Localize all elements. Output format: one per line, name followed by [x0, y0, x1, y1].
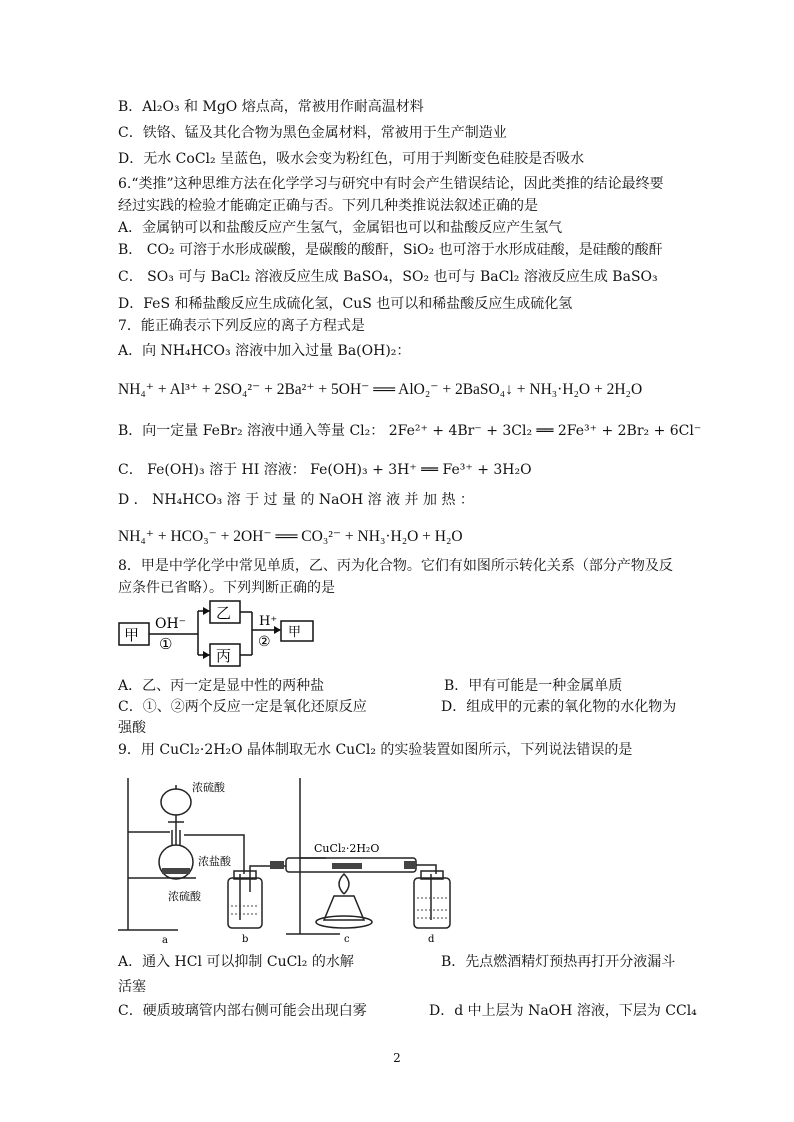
- q7-option-a: A．向 NH₄HCO₃ 溶液中加入过量 Ba(OH)₂：: [118, 343, 411, 359]
- q6-stem-line2: 经过实践的检验才能确定正确与否。下列几种类推说法叙述正确的是: [118, 198, 538, 214]
- q5-option-d: D．无水 CoCl₂ 呈蓝色，吸水会变为粉红色，可用于判断变色硅胶是否吸水: [118, 151, 585, 167]
- q6-stem-line1: 6.“类推”这种思维方法在化学学习与研究中有时会产生错误结论，因此类推的结论最终要: [118, 176, 664, 192]
- oh-label: OH⁻: [155, 616, 187, 632]
- yi-label: 乙: [216, 604, 232, 622]
- q6-option-d: D．FeS 和稀盐酸反应生成硫化氢，CuS 也可以和稀盐酸反应生成硫化氢: [118, 296, 573, 312]
- label-d: d: [428, 934, 435, 945]
- q9-option-a: A．通入 HCl 可以抑制 CuCl₂ 的水解: [118, 954, 354, 970]
- bing-label: 丙: [216, 647, 232, 665]
- h-label: H⁺: [259, 614, 278, 629]
- q8-option-d-cont: 强酸: [118, 720, 146, 736]
- q6-option-c: C． SO₃ 可与 BaCl₂ 溶液反应生成 BaSO₄，SO₂ 也可与 BaCl₂ 溶液反应生成 BaSO₃: [118, 269, 658, 285]
- q8-option-b: B．甲有可能是一种金属单质: [444, 678, 623, 694]
- step1-label: ①: [159, 635, 173, 653]
- q7-equation-d: NH₄⁺ + HCO₃⁻ + 2OH⁻ ══ CO₃²⁻ + NH₃·H₂O + H₂O: [118, 528, 463, 545]
- q7-option-c: C． Fe(OH)₃ 溶于 HI 溶液： Fe(OH)₃ + 3H⁺ ══ Fe³⁺ + 3H₂O: [118, 462, 532, 478]
- label-conc-hcl: 浓盐酸: [198, 855, 231, 868]
- q9-apparatus-diagram: [118, 770, 462, 946]
- q9-option-c: C．硬质玻璃管内部右侧可能会出现白雾: [118, 1003, 367, 1019]
- q8-option-a: A．乙、丙一定是显中性的两种盐: [118, 678, 325, 694]
- q7-option-d: D ． NH₄HCO₃ 溶 于 过 量 的 NaOH 溶 液 并 加 热 ：: [118, 492, 474, 508]
- q6-option-b: B． CO₂ 可溶于水形成碳酸，是碳酸的酸酐，SiO₂ 也可溶于水形成硅酸，是硅酸的酸酐: [118, 242, 663, 258]
- q9-option-d: D．d 中上层为 NaOH 溶液，下层为 CCl₄: [429, 1003, 697, 1019]
- label-c: c: [344, 934, 350, 945]
- q8-stem-line1: 8．甲是中学化学中常见单质，乙、丙为化合物。它们有如图所示转化关系（部分产物及反: [118, 558, 673, 574]
- q7-stem: 7．能正确表示下列反应的离子方程式是: [118, 318, 365, 334]
- q7-equation-a: NH₄⁺ + Al³⁺ + 2SO₄²⁻ + 2Ba²⁺ + 5OH⁻ ══ AlO₂⁻ + 2BaSO₄↓ + NH₃·H₂O + 2H₂O: [118, 381, 643, 398]
- label-cucl2-crystal: CuCl₂·2H₂O: [314, 842, 380, 855]
- jia-label: 甲: [124, 626, 140, 644]
- q6-option-a: A．金属钠可以和盐酸反应产生氢气，金属铝也可以和盐酸反应产生氢气: [118, 220, 563, 236]
- step2-label: ②: [258, 634, 271, 650]
- jia-product-label: 甲: [288, 625, 302, 640]
- q5-option-b: B．Al₂O₃ 和 MgO 熔点高，常被用作耐高温材料: [118, 99, 424, 115]
- label-b: b: [242, 934, 249, 945]
- q9-option-b-cont: 活塞: [118, 979, 146, 995]
- q8-option-c: C．①、②两个反应一定是氧化还原反应: [118, 699, 367, 715]
- q5-option-c: C．铁铬、锰及其化合物为黑色金属材料，常被用于生产制造业: [118, 125, 507, 141]
- q7-option-b: B．向一定量 FeBr₂ 溶液中通入等量 Cl₂： 2Fe²⁺ + 4Br⁻ + 3Cl₂ ══ 2Fe³⁺ + 2Br₂ + 6Cl⁻: [118, 423, 702, 439]
- label-a: a: [162, 935, 168, 946]
- label-conc-h2so4-bottle: 浓硫酸: [168, 890, 201, 903]
- q9-stem: 9．用 CuCl₂·2H₂O 晶体制取无水 CuCl₂ 的实验装置如图所示，下列说法错误的是: [118, 742, 633, 758]
- label-conc-h2so4-funnel: 浓硫酸: [192, 781, 225, 794]
- q9-option-b: B．先点燃酒精灯预热再打开分液漏斗: [441, 954, 676, 970]
- page-number: 2: [393, 1051, 401, 1065]
- q8-stem-line2: 应条件已省略）。下列判断正确的是: [118, 580, 335, 596]
- q8-conversion-diagram: [118, 597, 318, 669]
- q8-option-d: D．组成甲的元素的氧化物的水化物为: [441, 699, 677, 715]
